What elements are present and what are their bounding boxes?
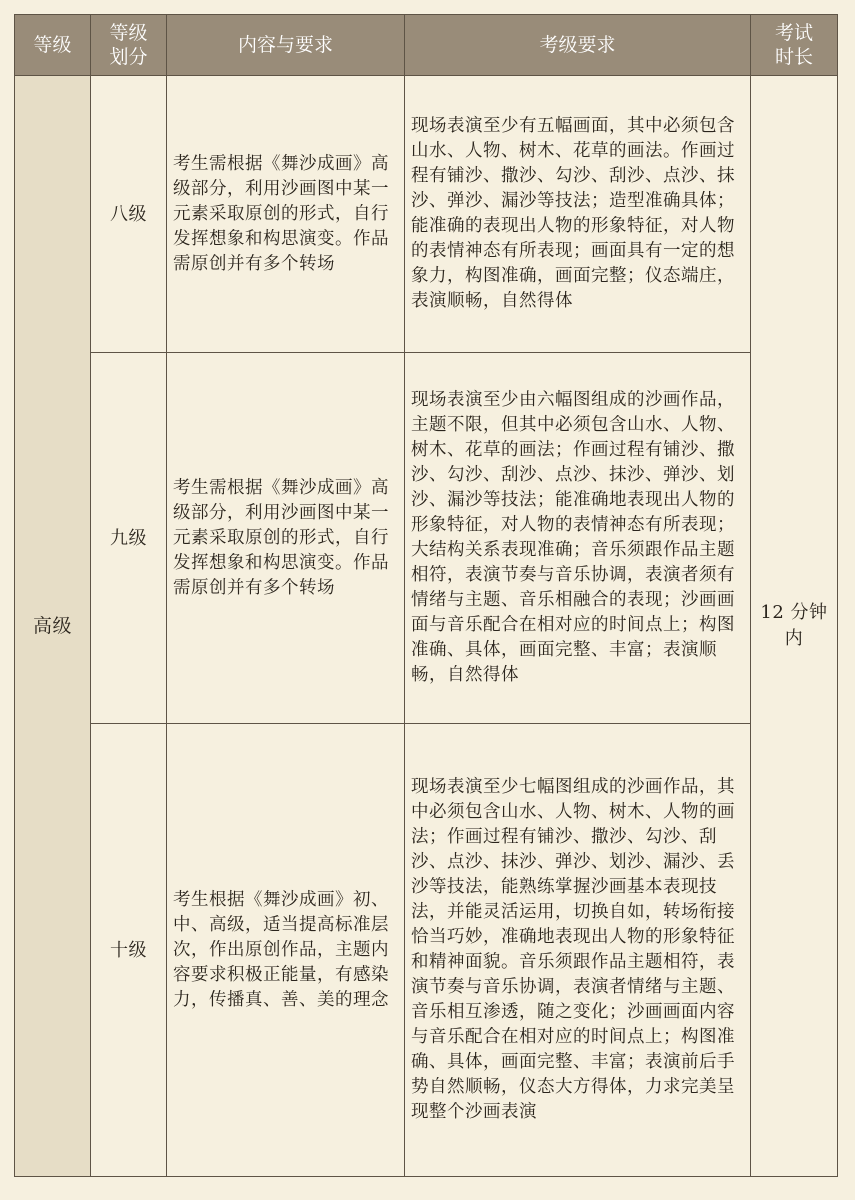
table-row: [15, 353, 838, 724]
table-header-row: [15, 15, 838, 76]
grade-cell: 八级: [91, 76, 167, 353]
grade-requirements-table: [14, 14, 838, 1177]
content-cell: 考生需根据《舞沙成画》高级部分，利用沙画图中某一元素采取原创的形式，自行发挥想象和构思演变。作品需原创并有多个转场: [167, 353, 405, 724]
header-requirements: 考级要求: [405, 15, 751, 76]
time-cell: 12 分钟 内: [751, 76, 838, 1177]
table-row: [15, 76, 838, 353]
grade-cell: 九级: [91, 353, 167, 724]
requirements-cell: 现场表演至少七幅图组成的沙画作品，其中必须包含山水、人物、树木、人物的画法；作画过程有铺沙、撒沙、勾沙、刮沙、点沙、抹沙、弹沙、划沙、漏沙、丢沙等技法，能熟练掌握沙画基本表现技法，并能灵活运用，切换自如，转场衔接恰当巧妙，准确地表现出人物的形象特征和精神面貌。音乐须跟作品主题相符，表演节奏与音乐协调，表演者情绪与主题、音乐相互渗透，随之变化；沙画画面内容与音乐配合在相对应的时间点上；构图准确、具体，画面完整、丰富；表演前后手势自然顺畅，仪态大方得体，力求完美呈现整个沙画表演: [405, 724, 751, 1177]
content-cell: 考生需根据《舞沙成画》高级部分，利用沙画图中某一元素采取原创的形式，自行发挥想象和构思演变。作品需原创并有多个转场: [167, 76, 405, 353]
content-cell: 考生根据《舞沙成画》初、中、高级，适当提高标准层次，作出原创作品，主题内容要求积极正能量，有感染力，传播真、善、美的理念: [167, 724, 405, 1177]
header-time: 考试 时长: [751, 15, 838, 76]
header-sub-level: 等级 划分: [91, 15, 167, 76]
level-cell: 高级: [15, 76, 91, 1177]
requirements-cell: 现场表演至少有五幅画面，其中必须包含山水、人物、树木、花草的画法。作画过程有铺沙、撒沙、勾沙、刮沙、点沙、抹沙、弹沙、漏沙等技法；造型准确具体；能准确的表现出人物的形象特征，对人物的表情神态有所表现；画面具有一定的想象力，构图准确，画面完整；仪态端庄，表演顺畅，自然得体: [405, 76, 751, 353]
grade-cell: 十级: [91, 724, 167, 1177]
header-level: 等级: [15, 15, 91, 76]
header-content: 内容与要求: [167, 15, 405, 76]
table-row: [15, 724, 838, 1177]
requirements-cell: 现场表演至少由六幅图组成的沙画作品，主题不限，但其中必须包含山水、人物、树木、花草的画法；作画过程有铺沙、撒沙、勾沙、刮沙、点沙、抹沙、弹沙、划沙、漏沙等技法；能准确地表现出人物的形象特征，对人物的表情神态有所表现；大结构关系表现准确；音乐须跟作品主题相符，表演节奏与音乐协调，表演者须有情绪与主题、音乐相融合的表现；沙画画面与音乐配合在相对应的时间点上；构图准确、具体，画面完整、丰富；表演顺畅，自然得体: [405, 353, 751, 724]
